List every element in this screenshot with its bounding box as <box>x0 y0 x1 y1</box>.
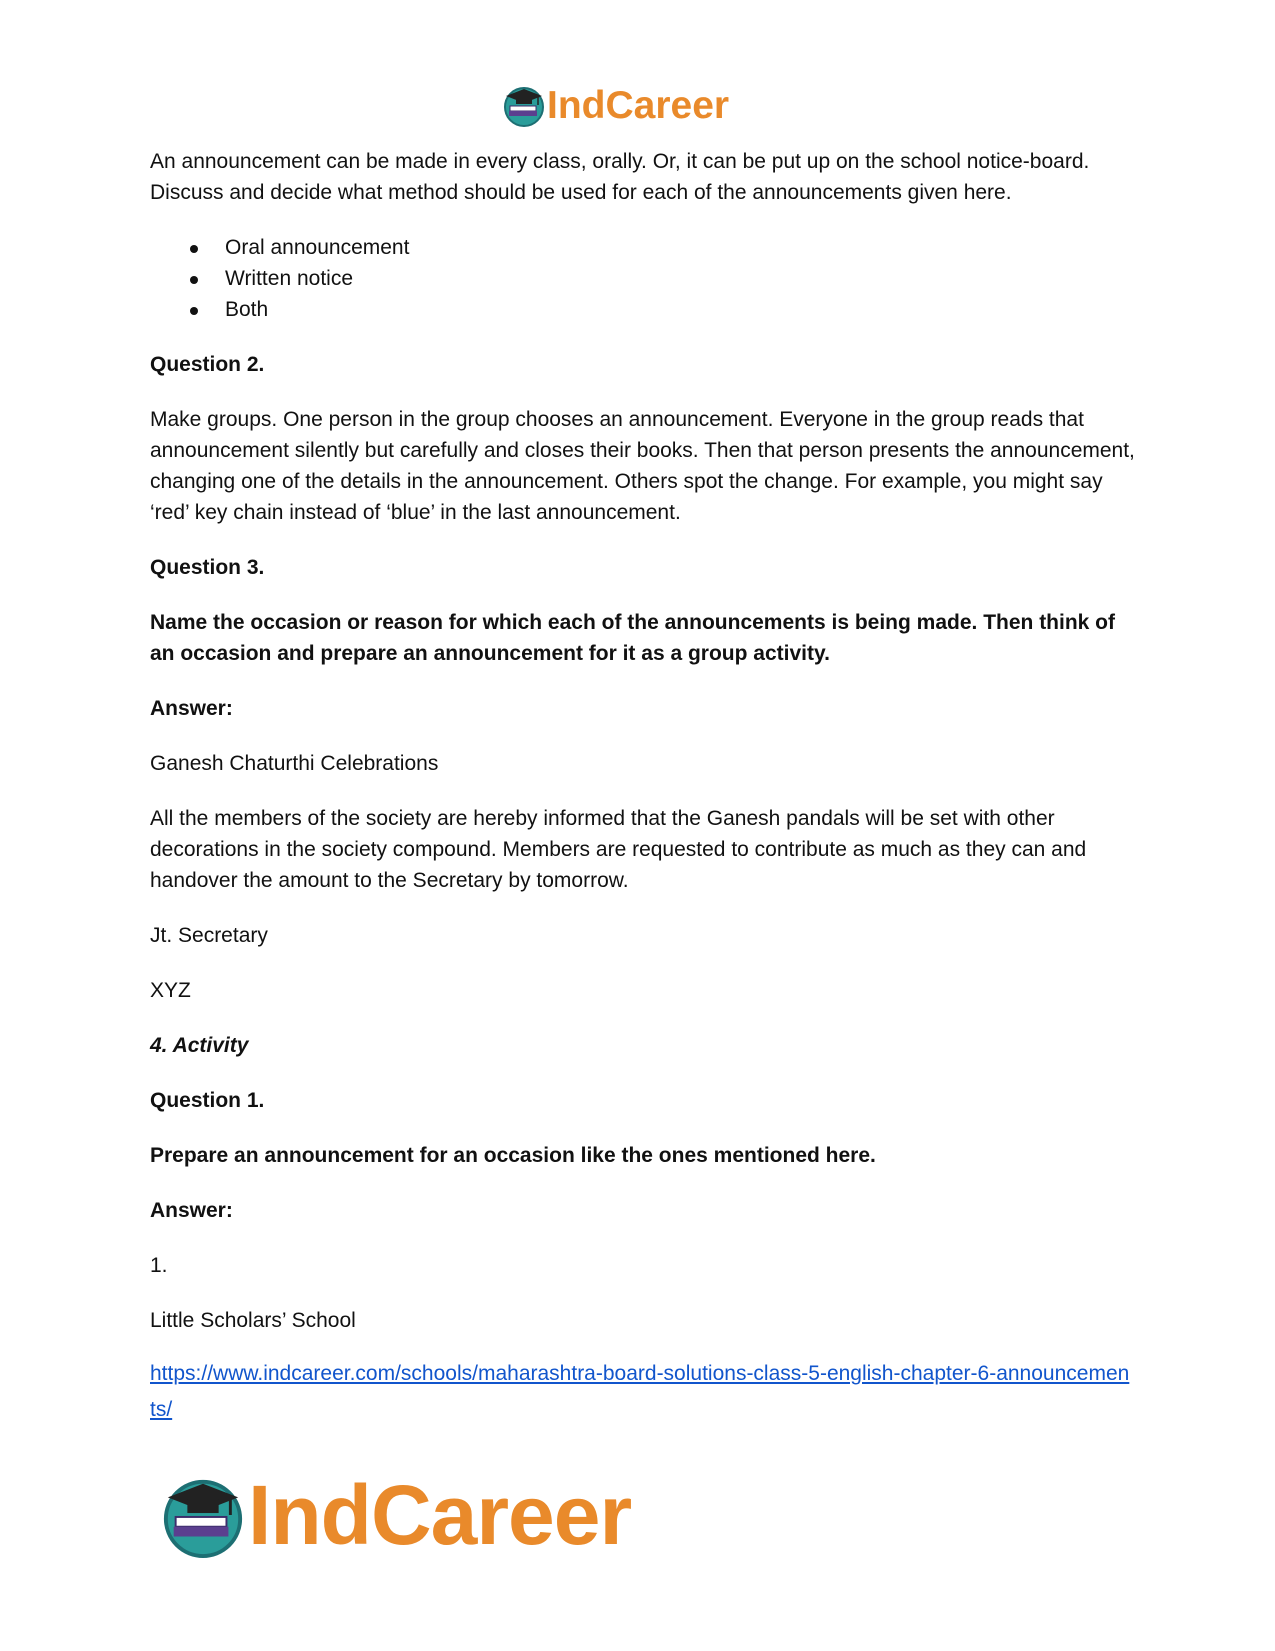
signatory-name: XYZ <box>150 979 191 1002</box>
activity-question-1-prompt: Prepare an announcement for an occasion like the ones mentioned here. <box>150 1144 876 1167</box>
answer-label: Answer: <box>150 697 233 720</box>
question-2-text: Make groups. One person in the group chooses an announcement. Everyone in the group reads that announcement silently but carefully and closes their books. Then that person presents the announcement, changing one of the details in the announcement. Others spot the change. For example, you might say ‘red’ key chain instead of ‘blue’ in the last announcement. <box>150 408 1135 524</box>
footer-logo <box>160 1465 720 1565</box>
school-name: Little Scholars’ School <box>150 1309 356 1332</box>
brand-wordmark: IndCareer <box>248 1468 632 1562</box>
activity-answer-label: Answer: <box>150 1199 233 1222</box>
header-logo <box>502 80 777 130</box>
source-url-link[interactable]: https://www.indcareer.com/schools/maharashtra-board-solutions-class-5-english-chapter-6-announcements/ <box>150 1362 1130 1421</box>
question-3-prompt: Name the occasion or reason for which each of the announcements is being made. Then think of an occasion and prepare an announcement for it as a group activity. <box>150 611 1116 665</box>
bullet-icon <box>190 276 198 284</box>
list-item: Oral announcement <box>150 232 1135 263</box>
announcement-body: All the members of the society are hereby informed that the Ganesh pandals will be set with other decorations in the society compound. Members are requested to contribute as much as they can and handover the amount to the Secretary by tomorrow. <box>150 807 1087 892</box>
activity-question-1-heading: Question 1. <box>150 1089 265 1112</box>
bullet-icon <box>190 245 198 253</box>
graduation-globe-icon <box>502 83 546 127</box>
question-2-heading: Question 2. <box>150 353 265 376</box>
intro-paragraph: An announcement can be made in every class, orally. Or, it can be put up on the school notice-board. Discuss and decide what method should be used for each of the announcements given here. <box>150 150 1090 204</box>
bullet-icon <box>190 307 198 315</box>
answer-item-number: 1. <box>150 1254 168 1277</box>
question-3-heading: Question 3. <box>150 556 265 579</box>
announcement-title: Ganesh Chaturthi Celebrations <box>150 752 439 775</box>
activity-heading: 4. Activity <box>150 1034 249 1057</box>
document-body <box>150 146 1135 1428</box>
list-item: Written notice <box>150 263 1135 294</box>
method-options-list <box>150 232 1135 325</box>
list-item: Both <box>150 294 1135 325</box>
graduation-globe-icon <box>160 1472 246 1558</box>
signatory-title: Jt. Secretary <box>150 924 268 947</box>
brand-wordmark: IndCareer <box>547 83 730 127</box>
